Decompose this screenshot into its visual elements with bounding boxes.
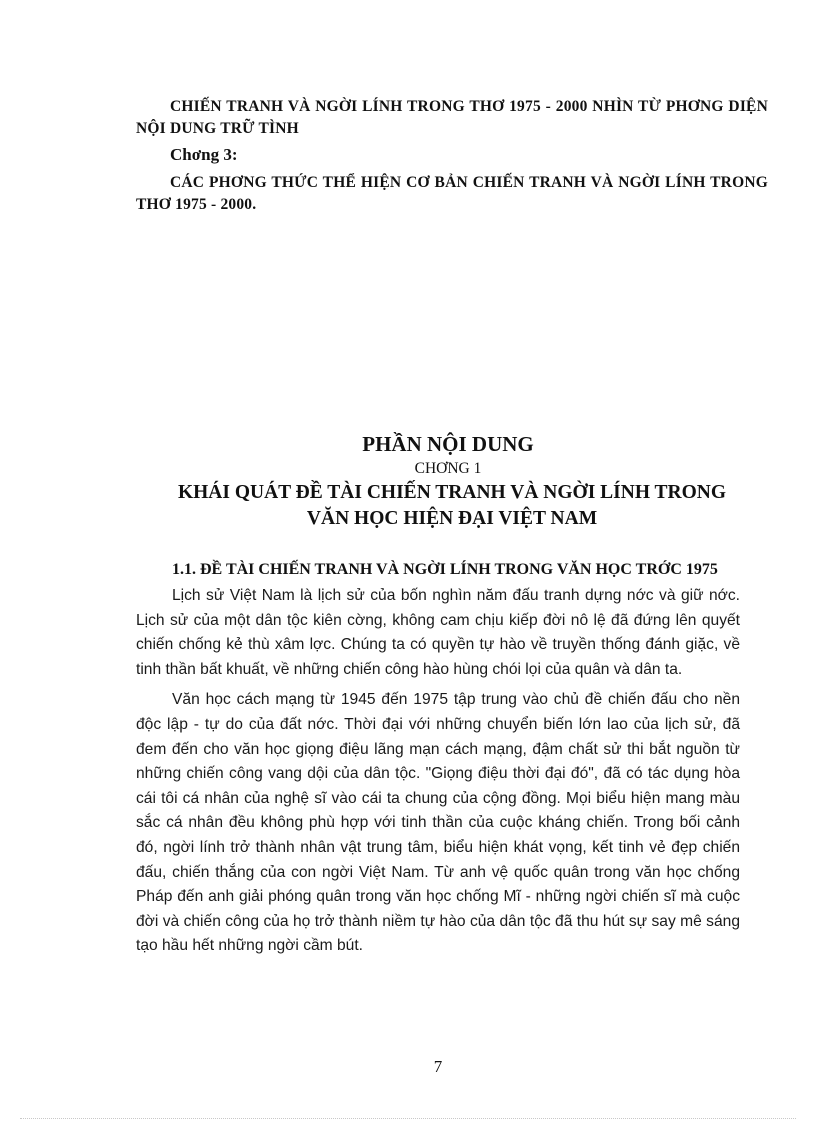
toc-chapter-3-label: Chơng 3: (170, 145, 238, 164)
part-heading (0, 430, 816, 532)
toc-entry-chapter-3: CÁC PHƠNG THỨC THỂ HIỆN CƠ BẢN CHIẾN TRANH VÀ NGỜI LÍNH TRONG THƠ 1975 - 2000. (136, 174, 768, 213)
section-1-1 (136, 558, 740, 965)
page-bottom-divider (20, 1118, 796, 1119)
page-number: 7 (433, 1057, 443, 1076)
body-paragraph-2: Văn học cách mạng từ 1945 đến 1975 tập trung vào chủ đề chiến đấu cho nền độc lập - tự do của đất nớc. Thời đại với những chuyển biến lớn lao của lịch sử, đã đem đến cho văn học giọng điệu lãng mạn cách mạng, đậm chất sử thi bắt nguồn từ những chiến công vang dội của dân tộc. "Giọng điệu thời đại đó", đã có tác dụng hòa cái tôi cá nhân của nghệ sĩ vào cái ta chung của cộng đồng. Mọi biểu hiện mang màu sắc cá nhân đều không phù hợp với tinh thần của cuộc kháng chiến. Trong bối cảnh đó, ngời lính trở thành nhân vật trung tâm, biểu hiện khát vọng, kết tinh vẻ đẹp chiến đấu, chiến thắng của con ngời Việt Nam. Từ anh vệ quốc quân trong văn học chống Pháp đến anh giải phóng quân trong văn học chống Mĩ - những ngời chiến sĩ mà cuộc đời và chiến công của họ trở thành niềm tự hào của dân tộc đã thu hút sự say mê sáng tạo hầu hết những ngời cầm bút. (136, 691, 740, 955)
body-paragraph-1: Lịch sử Việt Nam là lịch sử của bốn nghìn năm đấu tranh dựng nớc và giữ nớc. Lịch sử của một dân tộc kiên cờng, không cam chịu kiếp đời nô lệ đã đứng lên quyết chiến chống kẻ thù xâm lợc. Chúng ta có quyền tự hào về truyền thống đánh giặc, về tinh thần bất khuất, về những chiến công hào hùng chói lọi của quân và dân ta. (136, 587, 740, 678)
toc-entry-chapter-2: CHIẾN TRANH VÀ NGỜI LÍNH TRONG THƠ 1975 - 2000 NHÌN TỪ PHƠNG DIỆN NỘI DUNG TRỮ TÌNH (136, 98, 768, 137)
part-title: PHẦN NỘI DUNG (362, 432, 534, 456)
chapter-label: CHƠNG 1 (414, 460, 482, 477)
chapter-title-line-2: VĂN HỌC HIỆN ĐẠI VIỆT NAM (306, 508, 598, 529)
chapter-title-line-1: KHÁI QUÁT ĐỀ TÀI CHIẾN TRANH VÀ NGỜI LÍNH TRONG (177, 482, 727, 503)
table-of-contents (136, 96, 768, 216)
section-heading: 1.1. ĐỀ TÀI CHIẾN TRANH VÀ NGỜI LÍNH TRONG VĂN HỌC TRỚC 1975 (172, 561, 718, 578)
